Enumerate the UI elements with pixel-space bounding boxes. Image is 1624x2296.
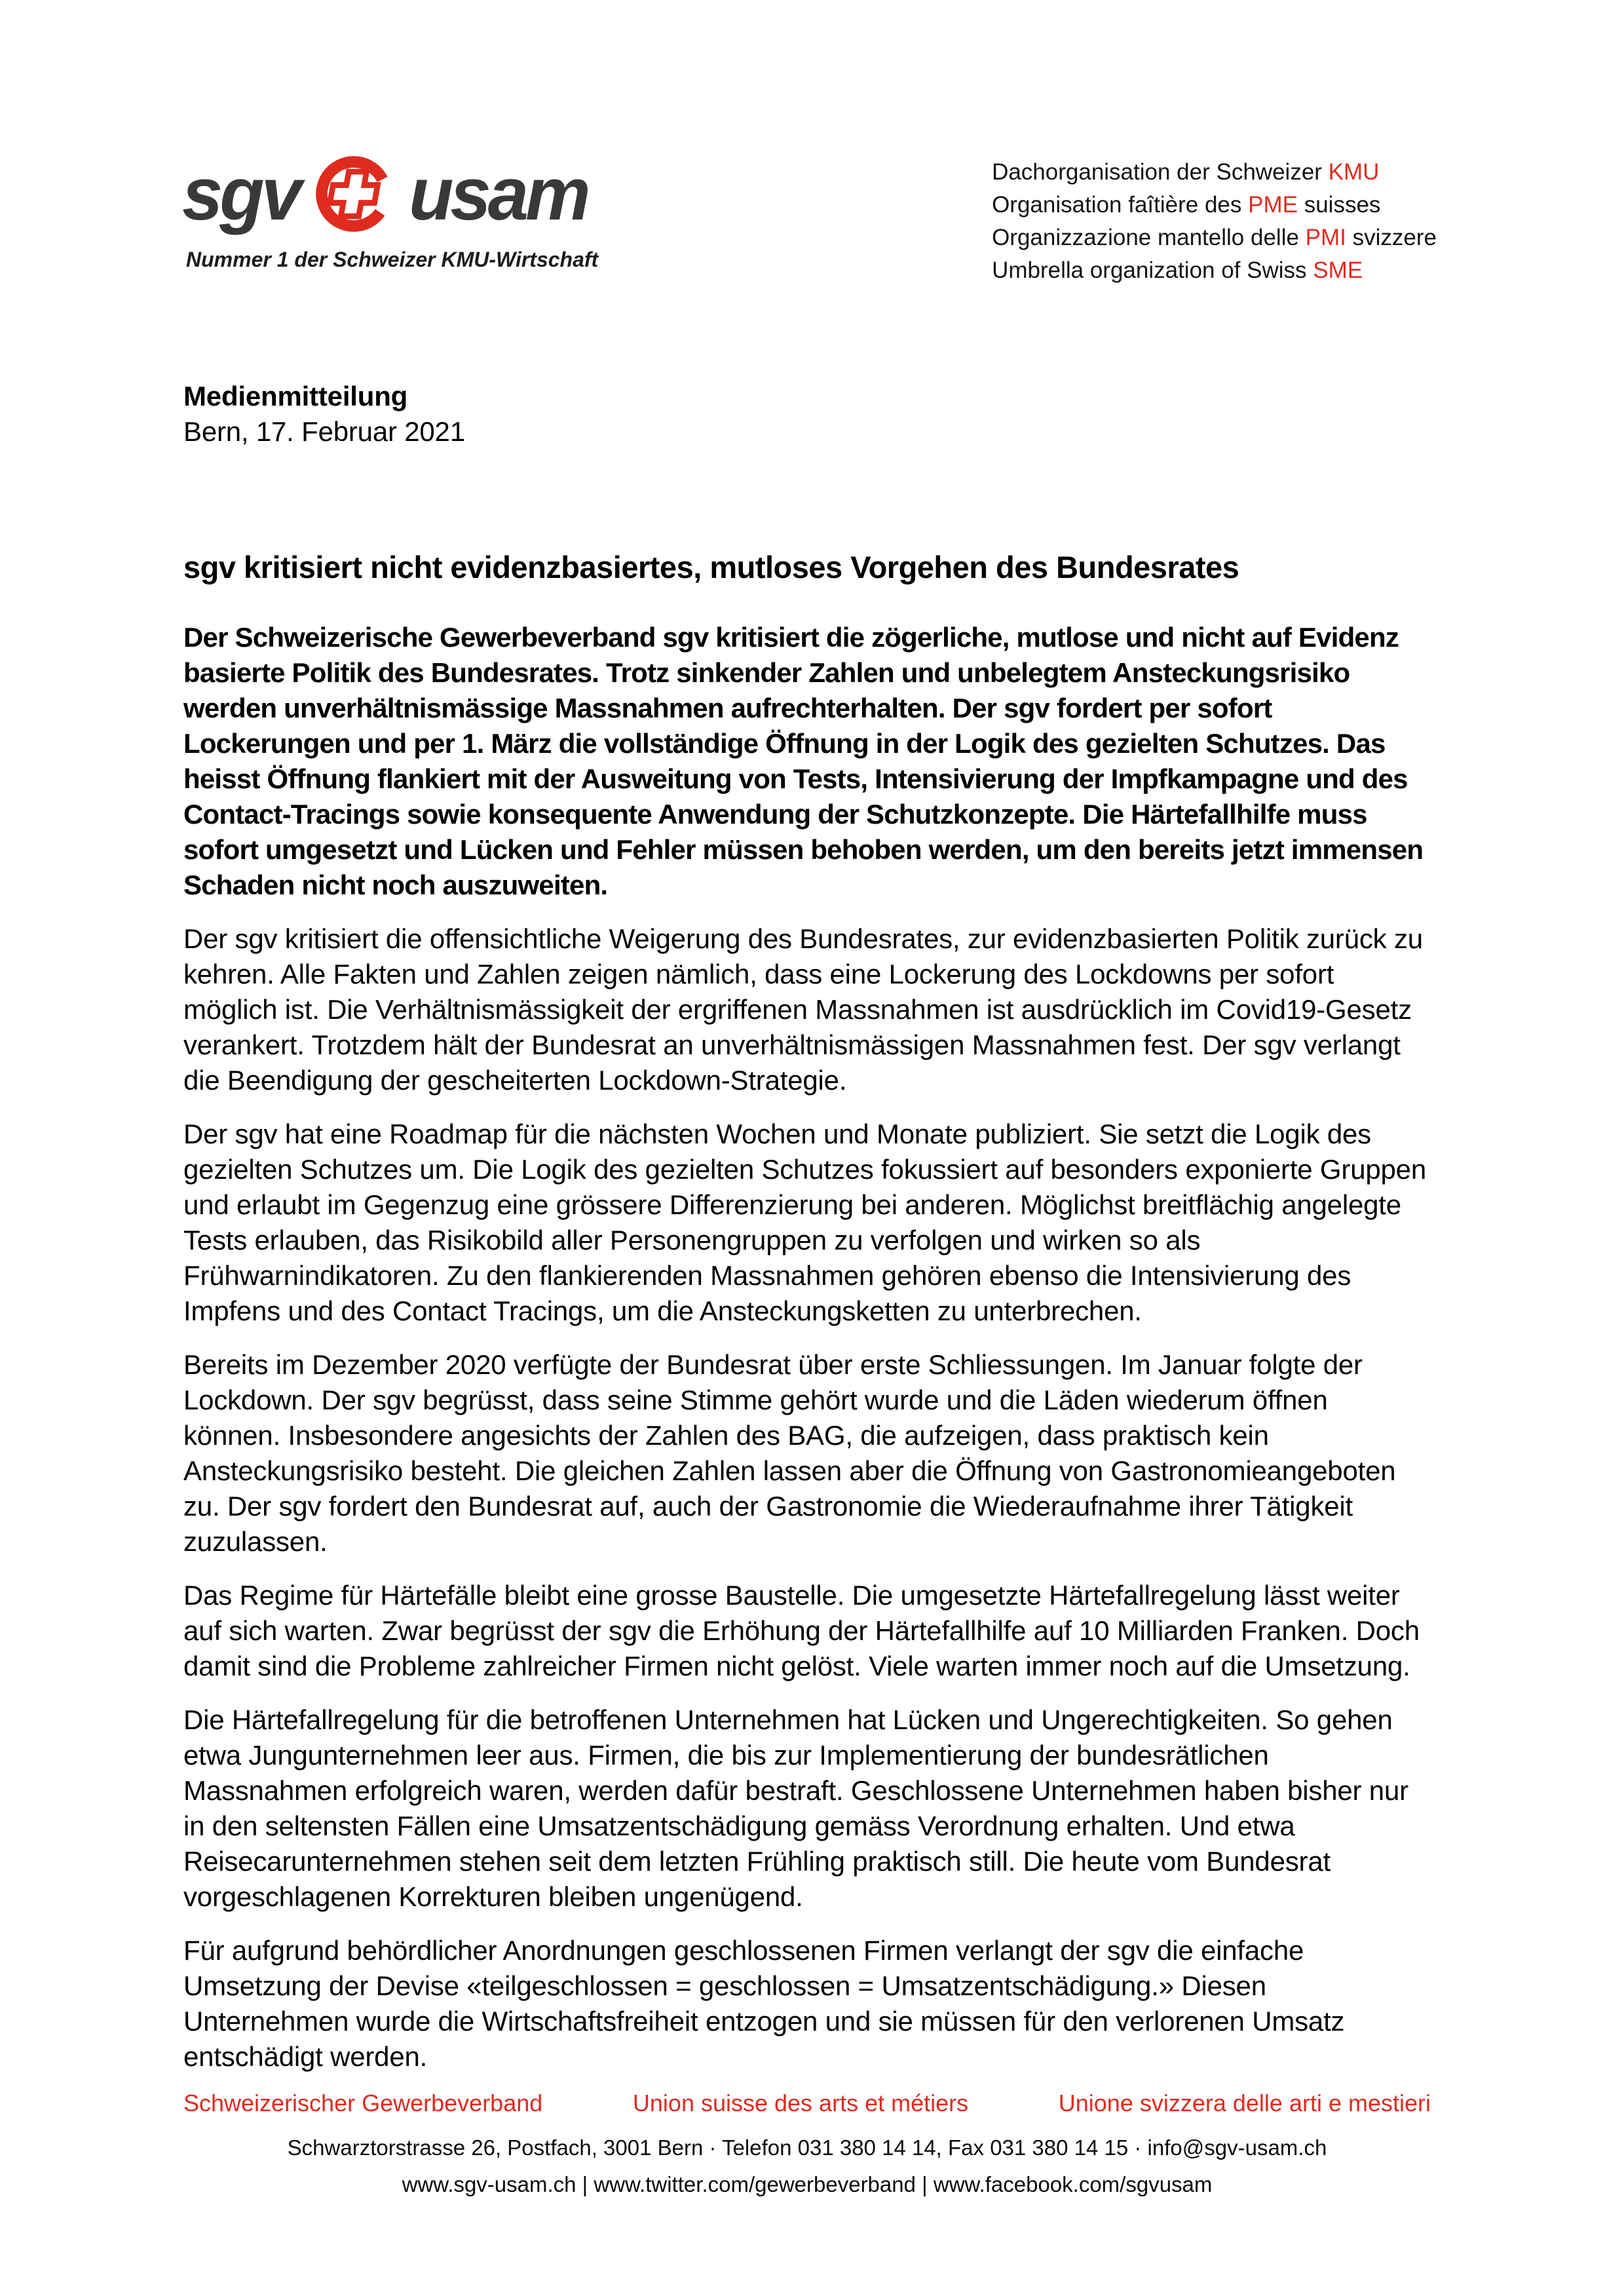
document-body xyxy=(183,379,1431,2093)
footer-address-line: Schwarztorstrasse 26, Postfach, 3001 Bern · Telefon 031 380 14 14, Fax 031 380 14 15 · info@sgv-usam.ch xyxy=(287,2135,1327,2160)
body-paragraph-3: Bereits im Dezember 2020 verfügte der Bundesrat über erste Schliessungen. Im Januar folgte der Lockdown. Der sgv begrüsst, dass seine Stimme gehört wurde und die Läden wiederum öffnen können. Insbesondere angesichts der Zahlen des BAG, die aufzeigen, dass praktisch kein Ansteckungsrisiko besteht. Die gleichen Zahlen lassen aber die Öffnung von Gastronomieangeboten zu. Der sgv fordert den Bundesrat auf, auch der Gastronomie die Wiederaufnahme ihrer Tätigkeit zuzulassen. xyxy=(183,1349,1396,1557)
org-line-fr-post: suisses xyxy=(1297,192,1381,218)
logo-tagline: Nummer 1 der Schweizer KMU-Wirtschaft xyxy=(186,248,599,271)
org-line-en-accent: SME xyxy=(1313,258,1363,283)
org-line-it xyxy=(992,221,1437,254)
logo-word-usam: usam xyxy=(409,151,588,236)
body-paragraph-6: Für aufgrund behördlicher Anordnungen geschlossenen Firmen verlangt der sgv die einfache Umsetzung der Devise «teilgeschlossen = geschlossen = Umsatzentschädigung.» Diesen Unternehmen wurde die Wirtschaftsfreiheit entzogen und sie müssen für den verlorenen Umsatz entschädigt werden. xyxy=(183,1935,1345,2072)
org-description-block xyxy=(992,156,1437,287)
letter-footer xyxy=(183,2089,1431,2198)
body-paragraph-4: Das Regime für Härtefälle bleibt eine grosse Baustelle. Die umgesetzte Härtefallregelung lässt weiter auf sich warten. Zwar begrüsst der sgv die Erhöhung der Härtefallhilfe auf 10 Milliarden Franken. Doch damit sind die Probleme zahlreicher Firmen nicht gelöst. Viele warten immer noch auf die Umsetzung. xyxy=(183,1580,1420,1681)
org-line-it-text: Organizzazione mantello delle xyxy=(992,225,1306,250)
swiss-cross-ring-icon xyxy=(309,149,398,239)
org-line-en-text: Umbrella organization of Swiss xyxy=(992,258,1313,283)
org-line-fr-text: Organisation faîtière des xyxy=(992,192,1249,218)
footer-org-de: Schweizerischer Gewerbeverband xyxy=(183,2090,543,2116)
footer-web-links: www.sgv-usam.ch | www.twitter.com/gewerbeverband | www.facebook.com/sgvusam xyxy=(402,2172,1213,2196)
org-line-fr xyxy=(992,189,1437,221)
document-type-label: Medienmitteilung xyxy=(183,381,408,411)
sgv-usam-logo xyxy=(182,149,598,272)
dateline: Bern, 17. Februar 2021 xyxy=(183,416,465,447)
org-line-it-accent: PMI xyxy=(1305,225,1346,250)
body-paragraph-1: Der sgv kritisiert die offensichtliche Weigerung des Bundesrates, zur evidenzbasierten Politik zurück zu kehren. Alle Fakten und Zahlen zeigen nämlich, dass eine Lockerung des Lockdowns per sofort möglich ist. Die Verhältnismässigkeit der ergriffenen Massnahmen ist ausdrücklich im Covid19-Gesetz verankert. Trotzdem hält der Bundesrat an unverhältnismässigen Massnahmen fest. Der sgv verlangt die Beendigung der gescheiterten Lockdown-Strategie. xyxy=(183,923,1423,1096)
body-paragraph-5: Die Härtefallregelung für die betroffenen Unternehmen hat Lücken und Ungerechtigkeiten. So gehen etwa Jungunternehmen leer aus. Firmen, die bis zur Implementierung der bundesrätlichen Massnahmen erfolgreich waren, werden dafür bestraft. Geschlossene Unternehmen haben bisher nur in den seltensten Fällen eine Umsatzentschädigung gemäss Verordnung erhalten. Und etwa Reisecarunternehmen stehen seit dem letzten Frühling praktisch still. Die heute vom Bundesrat vorgeschlagenen Korrekturen bleiben ungenügend. xyxy=(183,1704,1408,1912)
footer-org-it: Unione svizzera delle arti e mestieri xyxy=(1058,2090,1431,2116)
org-line-fr-accent: PME xyxy=(1248,192,1298,218)
footer-org-fr: Union suisse des arts et métiers xyxy=(632,2090,969,2116)
footer-org-names xyxy=(183,2089,1431,2118)
org-line-it-post: svizzere xyxy=(1346,225,1437,250)
body-paragraph-2: Der sgv hat eine Roadmap für die nächsten Wochen und Monate publiziert. Sie setzt die Logik des gezielten Schutzes um. Die Logik des gezielten Schutzes fokussiert auf besonders exponierte Gruppen und erlaubt im Gegenzug eine grössere Differenzierung bei anderen. Möglichst breitflächig angelegte Tests erlauben, das Risikobild aller Personengruppen zu verfolgen und wirken so als Frühwarnindikatoren. Zu den flankierenden Massnahmen gehören ebenso die Intensivierung des Impfens und des Contact Tracings, um die Ansteckungsketten zu unterbrechen. xyxy=(183,1119,1426,1326)
logo-word-sgv: sgv xyxy=(182,151,299,236)
logo-row xyxy=(182,149,598,239)
org-line-de xyxy=(992,156,1437,189)
org-line-de-accent: KMU xyxy=(1328,159,1380,185)
headline: sgv kritisiert nicht evidenzbasiertes, mutloses Vorgehen des Bundesrates xyxy=(183,550,1239,584)
lead-paragraph: Der Schweizerische Gewerbeverband sgv kritisiert die zögerliche, mutlose und nicht auf Evidenz basierte Politik des Bundesrates. Trotz sinkender Zahlen und unbelegtem Ansteckungsrisiko werden unverhältnismässige Massnahmen aufrechterhalten. Der sgv fordert per sofort Lockerungen und per 1. März die vollständige Öffnung in der Logik des gezielten Schutzes. Das heisst Öffnung flankiert mit der Ausweitung von Tests, Intensivierung der Impfkampagne und des Contact-Tracings sowie konsequente Anwendung der Schutzkonzepte. Die Härtefallhilfe muss sofort umgesetzt und Lücken und Fehler müssen behoben werden, um den bereits jetzt immensen Schaden nicht noch auszuweiten. xyxy=(183,622,1424,900)
org-line-en xyxy=(992,254,1437,287)
org-line-de-text: Dachorganisation der Schweizer xyxy=(992,159,1329,185)
